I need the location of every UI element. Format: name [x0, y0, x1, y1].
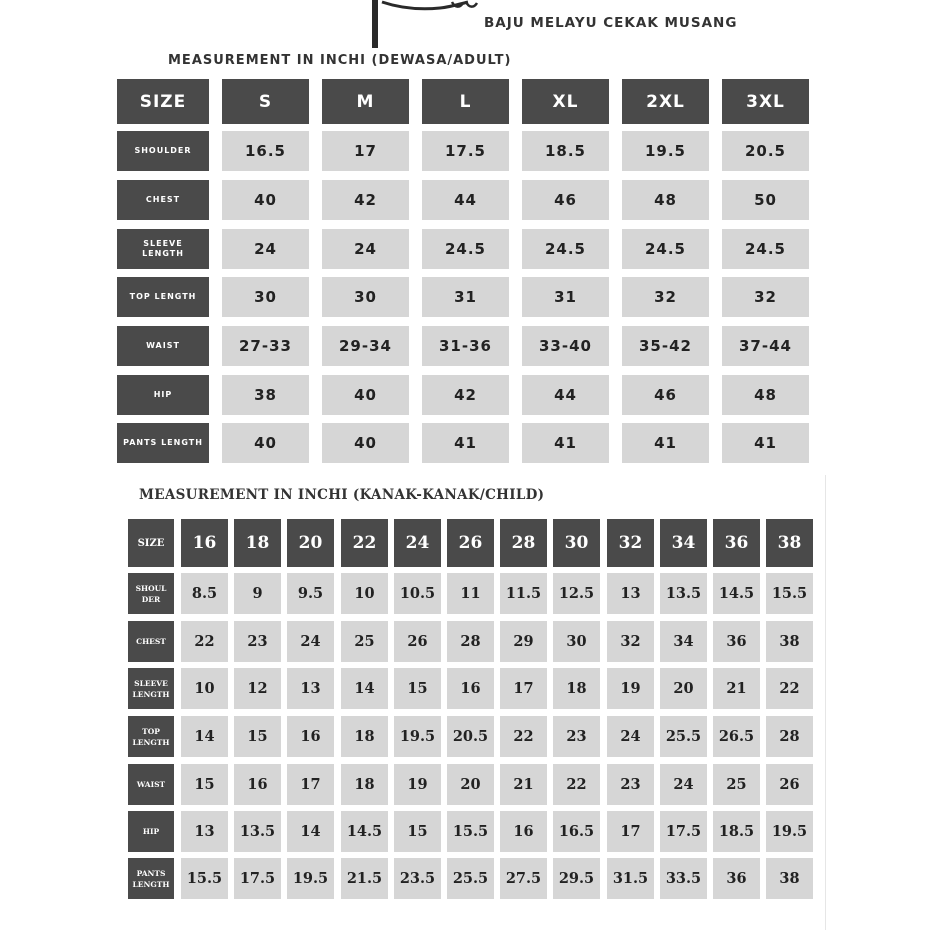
- measurement-cell: 23.5: [394, 858, 441, 899]
- measurement-cell: 25: [713, 764, 760, 805]
- measurement-cell: 11: [447, 573, 494, 614]
- measurement-cell: 10: [341, 573, 388, 614]
- size-column-header: 22: [341, 519, 388, 567]
- measurement-cell: 25.5: [447, 858, 494, 899]
- size-column-header: 3XL: [722, 79, 809, 124]
- size-column-header: XL: [522, 79, 609, 124]
- measurement-cell: 17: [500, 668, 547, 709]
- measurement-cell: 17.5: [422, 131, 509, 171]
- measurement-cell: 21.5: [341, 858, 388, 899]
- measurement-cell: 32: [722, 277, 809, 317]
- measurement-cell: 15: [181, 764, 228, 805]
- measurement-cell: 22: [500, 716, 547, 757]
- size-column-header: 28: [500, 519, 547, 567]
- size-header: SIZE: [128, 519, 174, 567]
- measurement-cell: 41: [522, 423, 609, 463]
- row-label: SHOULDER: [117, 131, 209, 171]
- measurement-cell: 19: [394, 764, 441, 805]
- measurement-cell: 46: [622, 375, 709, 415]
- measurement-cell: 32: [622, 277, 709, 317]
- measurement-cell: 50: [722, 180, 809, 220]
- size-column-header: 20: [287, 519, 334, 567]
- measurement-cell: 18: [553, 668, 600, 709]
- size-column-header: S: [222, 79, 309, 124]
- measurement-cell: 33.5: [660, 858, 707, 899]
- measurement-cell: 24: [287, 621, 334, 662]
- measurement-cell: 44: [522, 375, 609, 415]
- row-label: PANTS LENGTH: [128, 858, 174, 899]
- measurement-cell: 35-42: [622, 326, 709, 366]
- measurement-cell: 30: [322, 277, 409, 317]
- measurement-cell: 28: [766, 716, 813, 757]
- row-label: CHEST: [117, 180, 209, 220]
- brand-logo-stroke: [372, 0, 378, 48]
- measurement-cell: 9.5: [287, 573, 334, 614]
- measurement-cell: 41: [422, 423, 509, 463]
- row-label: SLEEVE LENGTH: [128, 668, 174, 709]
- measurement-cell: 13.5: [660, 573, 707, 614]
- measurement-cell: 22: [766, 668, 813, 709]
- row-label: HIP: [128, 811, 174, 852]
- measurement-cell: 34: [660, 621, 707, 662]
- measurement-cell: 21: [500, 764, 547, 805]
- measurement-cell: 29-34: [322, 326, 409, 366]
- measurement-cell: 15.5: [181, 858, 228, 899]
- measurement-cell: 18.5: [522, 131, 609, 171]
- measurement-cell: 23: [234, 621, 281, 662]
- measurement-cell: 22: [553, 764, 600, 805]
- measurement-cell: 24.5: [722, 229, 809, 269]
- brand-logo-script: [380, 0, 490, 14]
- measurement-cell: 40: [322, 375, 409, 415]
- measurement-cell: 41: [722, 423, 809, 463]
- measurement-cell: 41: [622, 423, 709, 463]
- measurement-cell: 10.5: [394, 573, 441, 614]
- adult-section-title: MEASUREMENT IN INCHI (DEWASA/ADULT): [168, 53, 512, 68]
- measurement-cell: 24.5: [522, 229, 609, 269]
- measurement-cell: 31: [522, 277, 609, 317]
- measurement-cell: 11.5: [500, 573, 547, 614]
- measurement-cell: 32: [607, 621, 654, 662]
- measurement-cell: 30: [222, 277, 309, 317]
- size-column-header: M: [322, 79, 409, 124]
- measurement-cell: 16.5: [553, 811, 600, 852]
- size-column-header: 18: [234, 519, 281, 567]
- measurement-cell: 38: [222, 375, 309, 415]
- measurement-cell: 26.5: [713, 716, 760, 757]
- measurement-cell: 12: [234, 668, 281, 709]
- row-label: WAIST: [117, 326, 209, 366]
- size-column-header: 36: [713, 519, 760, 567]
- measurement-cell: 20.5: [447, 716, 494, 757]
- measurement-cell: 14.5: [341, 811, 388, 852]
- size-column-header: 38: [766, 519, 813, 567]
- measurement-cell: 17: [287, 764, 334, 805]
- measurement-cell: 24: [607, 716, 654, 757]
- measurement-cell: 24: [322, 229, 409, 269]
- measurement-cell: 13.5: [234, 811, 281, 852]
- measurement-cell: 33-40: [522, 326, 609, 366]
- measurement-cell: 18.5: [713, 811, 760, 852]
- measurement-cell: 48: [722, 375, 809, 415]
- measurement-cell: 26: [394, 621, 441, 662]
- measurement-cell: 23: [607, 764, 654, 805]
- measurement-cell: 37-44: [722, 326, 809, 366]
- measurement-cell: 19.5: [287, 858, 334, 899]
- measurement-cell: 14: [341, 668, 388, 709]
- measurement-cell: 40: [222, 423, 309, 463]
- measurement-cell: 25.5: [660, 716, 707, 757]
- measurement-cell: 17.5: [660, 811, 707, 852]
- measurement-cell: 24.5: [622, 229, 709, 269]
- measurement-cell: 15.5: [766, 573, 813, 614]
- measurement-cell: 20.5: [722, 131, 809, 171]
- divider-line: [825, 475, 826, 930]
- measurement-cell: 15: [394, 811, 441, 852]
- measurement-cell: 16: [287, 716, 334, 757]
- measurement-cell: 8.5: [181, 573, 228, 614]
- measurement-cell: 19.5: [622, 131, 709, 171]
- measurement-cell: 40: [322, 423, 409, 463]
- row-label: TOP LENGTH: [117, 277, 209, 317]
- measurement-cell: 25: [341, 621, 388, 662]
- size-header: SIZE: [117, 79, 209, 124]
- measurement-cell: 14: [287, 811, 334, 852]
- measurement-cell: 48: [622, 180, 709, 220]
- measurement-cell: 20: [447, 764, 494, 805]
- measurement-cell: 29.5: [553, 858, 600, 899]
- measurement-cell: 15.5: [447, 811, 494, 852]
- row-label: SLEEVE LENGTH: [117, 229, 209, 269]
- measurement-cell: 19.5: [394, 716, 441, 757]
- measurement-cell: 23: [553, 716, 600, 757]
- measurement-cell: 13: [287, 668, 334, 709]
- measurement-cell: 40: [222, 180, 309, 220]
- row-label: WAIST: [128, 764, 174, 805]
- measurement-cell: 16.5: [222, 131, 309, 171]
- measurement-cell: 31: [422, 277, 509, 317]
- child-section-title: MEASUREMENT IN INCHI (KANAK-KANAK/CHILD): [139, 487, 545, 503]
- measurement-cell: 24.5: [422, 229, 509, 269]
- measurement-cell: 21: [713, 668, 760, 709]
- measurement-cell: 20: [660, 668, 707, 709]
- size-column-header: 26: [447, 519, 494, 567]
- measurement-cell: 29: [500, 621, 547, 662]
- measurement-cell: 16: [447, 668, 494, 709]
- brand-subtitle: BAJU MELAYU CEKAK MUSANG: [484, 15, 738, 31]
- measurement-cell: 24: [660, 764, 707, 805]
- measurement-cell: 9: [234, 573, 281, 614]
- measurement-cell: 22: [181, 621, 228, 662]
- measurement-cell: 24: [222, 229, 309, 269]
- measurement-cell: 19.5: [766, 811, 813, 852]
- measurement-cell: 31.5: [607, 858, 654, 899]
- measurement-cell: 17: [607, 811, 654, 852]
- measurement-cell: 17: [322, 131, 409, 171]
- row-label: CHEST: [128, 621, 174, 662]
- measurement-cell: 31-36: [422, 326, 509, 366]
- measurement-cell: 16: [500, 811, 547, 852]
- size-column-header: 16: [181, 519, 228, 567]
- measurement-cell: 14: [181, 716, 228, 757]
- measurement-cell: 42: [422, 375, 509, 415]
- measurement-cell: 18: [341, 764, 388, 805]
- measurement-cell: 18: [341, 716, 388, 757]
- size-column-header: 24: [394, 519, 441, 567]
- measurement-cell: 30: [553, 621, 600, 662]
- measurement-cell: 14.5: [713, 573, 760, 614]
- measurement-cell: 16: [234, 764, 281, 805]
- measurement-cell: 27-33: [222, 326, 309, 366]
- measurement-cell: 42: [322, 180, 409, 220]
- measurement-cell: 28: [447, 621, 494, 662]
- size-column-header: 2XL: [622, 79, 709, 124]
- row-label: PANTS LENGTH: [117, 423, 209, 463]
- measurement-cell: 36: [713, 621, 760, 662]
- measurement-cell: 10: [181, 668, 228, 709]
- measurement-cell: 19: [607, 668, 654, 709]
- measurement-cell: 15: [394, 668, 441, 709]
- measurement-cell: 38: [766, 858, 813, 899]
- measurement-cell: 46: [522, 180, 609, 220]
- row-label: HIP: [117, 375, 209, 415]
- size-column-header: 34: [660, 519, 707, 567]
- measurement-cell: 13: [607, 573, 654, 614]
- measurement-cell: 44: [422, 180, 509, 220]
- size-column-header: L: [422, 79, 509, 124]
- row-label: SHOUL DER: [128, 573, 174, 614]
- row-label: TOP LENGTH: [128, 716, 174, 757]
- size-column-header: 30: [553, 519, 600, 567]
- measurement-cell: 27.5: [500, 858, 547, 899]
- measurement-cell: 36: [713, 858, 760, 899]
- measurement-cell: 13: [181, 811, 228, 852]
- measurement-cell: 17.5: [234, 858, 281, 899]
- measurement-cell: 26: [766, 764, 813, 805]
- measurement-cell: 38: [766, 621, 813, 662]
- measurement-cell: 12.5: [553, 573, 600, 614]
- measurement-cell: 15: [234, 716, 281, 757]
- size-column-header: 32: [607, 519, 654, 567]
